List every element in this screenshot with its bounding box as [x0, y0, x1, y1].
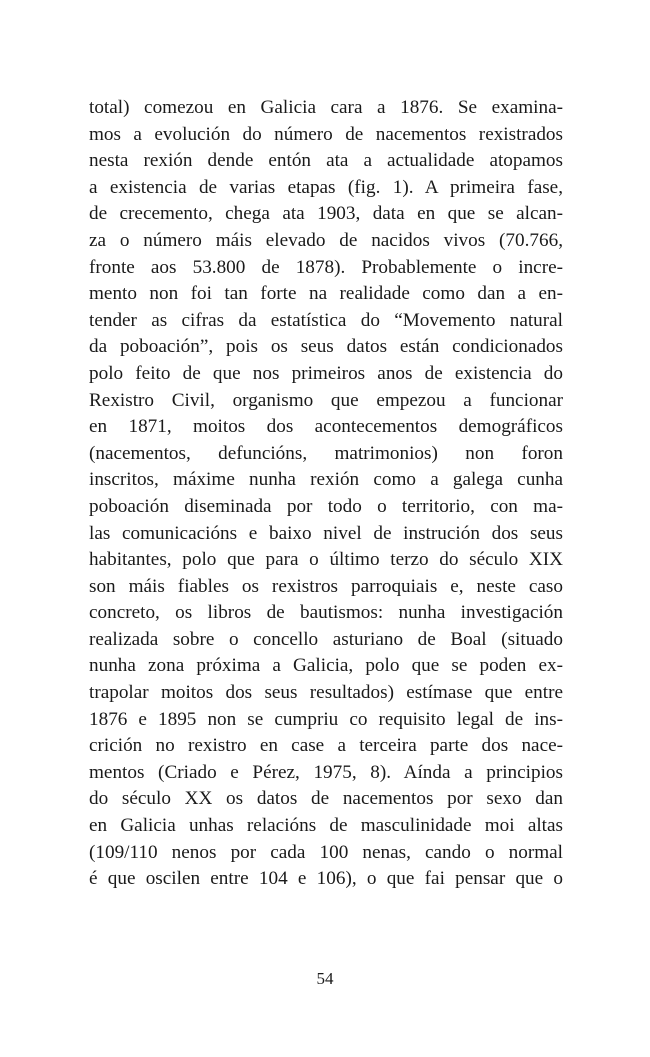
text-line: mentos (Criado e Pérez, 1975, 8). Aínda a principios: [89, 761, 563, 783]
text-line: nunha zona próxima a Galicia, polo que se poden ex-: [89, 655, 563, 677]
text-line: 1876 e 1895 non se cumpriu co requisito legal de ins-: [89, 708, 563, 730]
text-line: de crecemento, chega ata 1903, data en que se alcan-: [89, 203, 563, 225]
text-line: da poboación”, pois os seus datos están condicionados: [89, 336, 563, 358]
text-line: en Galicia unhas relacións de masculinidade moi altas: [89, 815, 563, 837]
text-line: crición no rexistro en case a terceira parte dos nace-: [89, 735, 563, 757]
text-line: inscritos, máxime nunha rexión como a galega cunha: [89, 469, 563, 491]
text-line: fronte aos 53.800 de 1878). Probablemente o incre-: [89, 256, 563, 278]
text-line: habitantes, polo que para o último terzo do século XIX: [89, 549, 563, 571]
page-number: 54: [316, 969, 334, 988]
text-line: za o número máis elevado de nacidos vivos (70.766,: [89, 229, 563, 251]
text-line: trapolar moitos dos seus resultados) estímase que entre: [89, 682, 563, 704]
text-line: mos a evolución do número de nacementos rexistrados: [89, 123, 563, 145]
text-line: son máis fiables os rexistros parroquiais e, neste caso: [89, 575, 563, 597]
body-text: [89, 95, 563, 893]
text-line: do século XX os datos de nacementos por sexo dan: [89, 788, 563, 810]
text-line: concreto, os libros de bautismos: nunha investigación: [89, 602, 563, 624]
text-line: realizada sobre o concello asturiano de Boal (situado: [89, 628, 563, 650]
text-line: polo feito de que nos primeiros anos de existencia do: [89, 362, 563, 384]
text-line: é que oscilen entre 104 e 106), o que fai pensar que o: [89, 868, 563, 890]
text-line: en 1871, moitos dos acontecementos demográficos: [89, 416, 563, 438]
text-line: total) comezou en Galicia cara a 1876. Se examina-: [89, 97, 563, 118]
text-line: tender as cifras da estatística do “Movemento natural: [89, 309, 563, 331]
text-line: mento non foi tan forte na realidade como dan a en-: [89, 283, 563, 305]
text-line: (nacementos, defuncións, matrimonios) non foron: [89, 442, 563, 464]
text-line: nesta rexión dende entón ata a actualidade atopamos: [89, 150, 563, 172]
text-line: Rexistro Civil, organismo que empezou a funcionar: [89, 389, 563, 411]
text-line: (109/110 nenos por cada 100 nenas, cando o normal: [89, 841, 563, 863]
text-line: las comunicacións e baixo nivel de instrución dos seus: [89, 522, 563, 544]
text-line: poboación diseminada por todo o territorio, con ma-: [89, 495, 563, 517]
text-line: a existencia de varias etapas (fig. 1). A primeira fase,: [89, 176, 563, 198]
